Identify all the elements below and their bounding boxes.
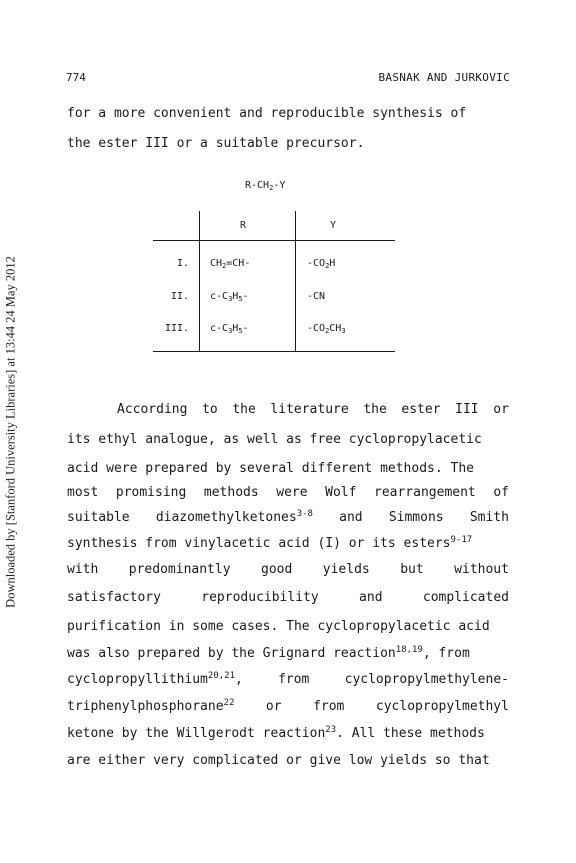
word: most bbox=[67, 485, 99, 500]
word: methods bbox=[203, 485, 259, 500]
word-with-citation bbox=[67, 672, 243, 687]
download-notice bbox=[0, 0, 22, 863]
para-line-8 bbox=[67, 590, 509, 605]
para-line-4 bbox=[67, 485, 509, 500]
row-3-r bbox=[210, 323, 249, 334]
para-line-14: are either very complicated or give low yields so that bbox=[67, 753, 490, 768]
word: with bbox=[67, 562, 99, 577]
para-line-9: purification in some cases. The cyclopropylacetic acid bbox=[67, 619, 490, 634]
word-with-citation bbox=[67, 699, 234, 714]
formula-sub: 2 bbox=[269, 184, 274, 192]
word: from bbox=[313, 699, 345, 714]
line-text: was also prepared by the Grignard reaction bbox=[67, 646, 396, 661]
formula-post: -Y bbox=[273, 180, 286, 191]
para-line-11 bbox=[67, 672, 509, 687]
row-1-y-sub: 2 bbox=[325, 262, 330, 270]
row-3-y-sub: 3 bbox=[341, 327, 346, 335]
row-3-r-sub: 3 bbox=[228, 327, 233, 335]
row-3-r-part: c-C bbox=[210, 323, 229, 334]
compound-table bbox=[153, 211, 395, 352]
word: the bbox=[232, 402, 256, 417]
word: complicated bbox=[422, 590, 509, 605]
row-2-r-sub: 5 bbox=[238, 295, 243, 303]
line-text: ketone by the Willgerodt reaction bbox=[67, 726, 326, 741]
row-1-r bbox=[210, 258, 250, 269]
para-line-3: acid were prepared by several different methods. The bbox=[67, 461, 474, 476]
para-line-6 bbox=[67, 536, 509, 551]
row-3-r-sub: 5 bbox=[238, 327, 243, 335]
header-r: R bbox=[240, 220, 247, 231]
citation: 3-8 bbox=[296, 509, 313, 519]
word: literature bbox=[270, 402, 349, 417]
word: good bbox=[261, 562, 293, 577]
word: and bbox=[339, 510, 363, 525]
row-2-r-part: H bbox=[232, 291, 239, 302]
word: cyclopropylmethylene- bbox=[344, 672, 509, 687]
row-3-y-sub: 2 bbox=[325, 327, 330, 335]
row-2-number: II. bbox=[171, 291, 190, 302]
word: from bbox=[278, 672, 310, 687]
word: satisfactory bbox=[67, 590, 161, 605]
row-2-r-sub: 3 bbox=[228, 295, 233, 303]
word: III bbox=[455, 402, 479, 417]
table-bottom-rule bbox=[153, 351, 395, 352]
row-1-y-part: H bbox=[329, 258, 336, 269]
row-1-r-part: CH bbox=[210, 258, 223, 269]
citation: 18,19 bbox=[395, 645, 423, 655]
para-line-10 bbox=[67, 646, 509, 661]
para-line-5 bbox=[67, 510, 509, 525]
row-1-y-part: -CO bbox=[307, 258, 326, 269]
table-divider-left bbox=[199, 211, 200, 352]
line-text: . All these methods bbox=[336, 726, 485, 741]
row-1-number: I. bbox=[177, 258, 190, 269]
word: Wolf bbox=[325, 485, 357, 500]
row-3-y-part: -CO bbox=[307, 323, 326, 334]
word: diazomethylketones bbox=[155, 510, 297, 525]
word: of bbox=[493, 485, 509, 500]
para-line-7 bbox=[67, 562, 509, 577]
citation: 22 bbox=[223, 698, 235, 708]
word: but bbox=[400, 562, 424, 577]
word: cyclopropyllithium bbox=[67, 672, 208, 687]
word: yields bbox=[322, 562, 370, 577]
word: without bbox=[454, 562, 509, 577]
formula-pre: R-CH bbox=[245, 180, 270, 191]
word: or bbox=[493, 402, 509, 417]
word: were bbox=[276, 485, 308, 500]
line-text: synthesis from vinylacetic acid (I) or its esters bbox=[67, 536, 451, 551]
intro-line-2: the ester III or a suitable precursor. bbox=[67, 136, 365, 151]
word: to bbox=[202, 402, 218, 417]
word: the bbox=[363, 402, 387, 417]
word-with-citation bbox=[156, 510, 313, 525]
word: reproducibility bbox=[201, 590, 319, 605]
row-2-r bbox=[210, 291, 249, 302]
word: and bbox=[359, 590, 383, 605]
word: , bbox=[234, 672, 243, 687]
download-notice-text: Downloaded by [Stanford University Libraries] at 13:44 24 May 2012 bbox=[3, 256, 18, 608]
table-header-rule bbox=[153, 240, 395, 241]
row-3-number: III. bbox=[165, 323, 190, 334]
word: promising bbox=[115, 485, 187, 500]
running-head: BASNAK AND JURKOVIC bbox=[378, 71, 510, 84]
row-3-r-part: - bbox=[242, 323, 249, 334]
word: rearrangement bbox=[374, 485, 476, 500]
word: suitable bbox=[67, 510, 130, 525]
row-2-r-part: c-C bbox=[210, 291, 229, 302]
word: predominantly bbox=[128, 562, 231, 577]
row-2-y bbox=[307, 291, 325, 302]
general-formula bbox=[245, 180, 285, 191]
citation: 23 bbox=[325, 725, 337, 735]
line-text: , from bbox=[422, 646, 470, 661]
intro-line-1: for a more convenient and reproducible synthesis of bbox=[67, 106, 467, 121]
row-2-r-part: - bbox=[242, 291, 249, 302]
table-divider-right bbox=[295, 211, 296, 352]
page-number: 774 bbox=[66, 71, 86, 84]
row-3-y bbox=[307, 323, 346, 334]
row-2-y-part: -CN bbox=[307, 291, 326, 302]
row-3-y-part: CH bbox=[329, 323, 342, 334]
header-y: Y bbox=[330, 220, 337, 231]
para-line-13 bbox=[67, 726, 509, 741]
row-3-r-part: H bbox=[232, 323, 239, 334]
para-line-2: its ethyl analogue, as well as free cyclopropylacetic bbox=[67, 432, 482, 447]
word: Simmons bbox=[388, 510, 444, 525]
word: Smith bbox=[469, 510, 509, 525]
citation: 9-17 bbox=[450, 535, 473, 545]
word: ester bbox=[401, 402, 441, 417]
word: or bbox=[265, 699, 282, 714]
row-1-r-sub: 2 bbox=[222, 262, 227, 270]
word: triphenylphosphorane bbox=[67, 699, 224, 714]
row-1-r-part: =CH- bbox=[226, 258, 251, 269]
word: cyclopropylmethyl bbox=[375, 699, 509, 714]
para-line-1 bbox=[117, 402, 509, 417]
para-line-12 bbox=[67, 699, 509, 714]
row-1-y bbox=[307, 258, 335, 269]
word: According bbox=[117, 402, 188, 417]
citation: 20,21 bbox=[207, 671, 235, 681]
